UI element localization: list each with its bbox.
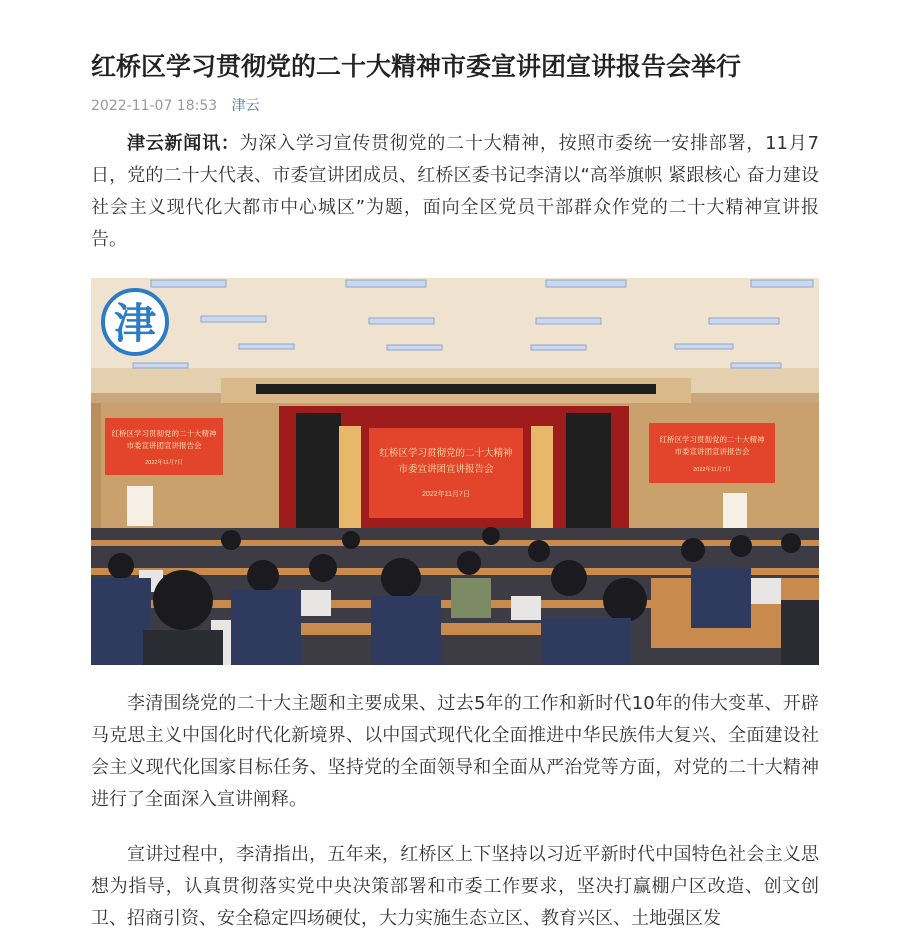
screen-left-line1: 红桥区学习贯彻党的二十大精神 <box>111 429 217 438</box>
article-meta <box>91 96 260 116</box>
publish-date: 2022-11-07 18:53 <box>91 98 218 114</box>
source-link[interactable]: 津云 <box>231 98 260 114</box>
paragraph-3: 宣讲过程中，李清指出，五年来，红桥区上下坚持以习近平新时代中国特色社会主义思想为指导，认真贯彻落实党中央决策部署和市委工作要求，坚决打赢棚户区改造、创文创卫、招商引资、安全稳定四场硬仗，大力实施生态立区、教育兴区、土地强区发 <box>91 844 819 929</box>
logo-char: 津 <box>113 299 157 348</box>
screen-left-date: 2022年11月7日 <box>145 460 183 466</box>
screen-left-line2: 市委宣讲团宣讲报告会 <box>126 441 202 450</box>
paragraph-1 <box>91 128 819 256</box>
lead-label: 津云新闻讯： <box>127 133 240 154</box>
screen-center-line2: 市委宣讲团宣讲报告会 <box>398 464 494 475</box>
paragraph-2: 李清围绕党的二十大主题和主要成果、过去5年的工作和新时代10年的伟大变革、开辟马克思主义中国化时代化新境界、以中国式现代化全面推进中华民族伟大复兴、全面建设社会主义现代化国家目标任务、坚持党的全面领导和全面从严治党等方面，对党的二十大精神进行了全面深入宣讲阐释。 <box>91 693 819 810</box>
screen-center-line1: 红桥区学习贯彻党的二十大精神 <box>379 448 513 459</box>
screen-right-line2: 市委宣讲团宣讲报告会 <box>674 447 750 456</box>
screen-right-date: 2022年11月7日 <box>693 467 731 473</box>
article-title: 红桥区学习贯彻党的二十大精神市委宣讲团宣讲报告会举行 <box>91 52 742 81</box>
article-photo <box>91 278 819 665</box>
screen-center-date: 2022年11月7日 <box>422 491 470 498</box>
screen-right-line1: 红桥区学习贯彻党的二十大精神 <box>659 435 765 444</box>
paragraph-1-text: 为深入学习宣传贯彻党的二十大精神，按照市委统一安排部署，11月7日，党的二十大代表、市委宣讲团成员、红桥区委书记李清以“高举旗帜 紧跟核心 奋力建设社会主义现代化大都市中心城区”为题，面向全区党员干部群众作党的二十大精神宣讲报告。 <box>91 133 819 250</box>
jinyun-logo-icon <box>103 290 167 354</box>
